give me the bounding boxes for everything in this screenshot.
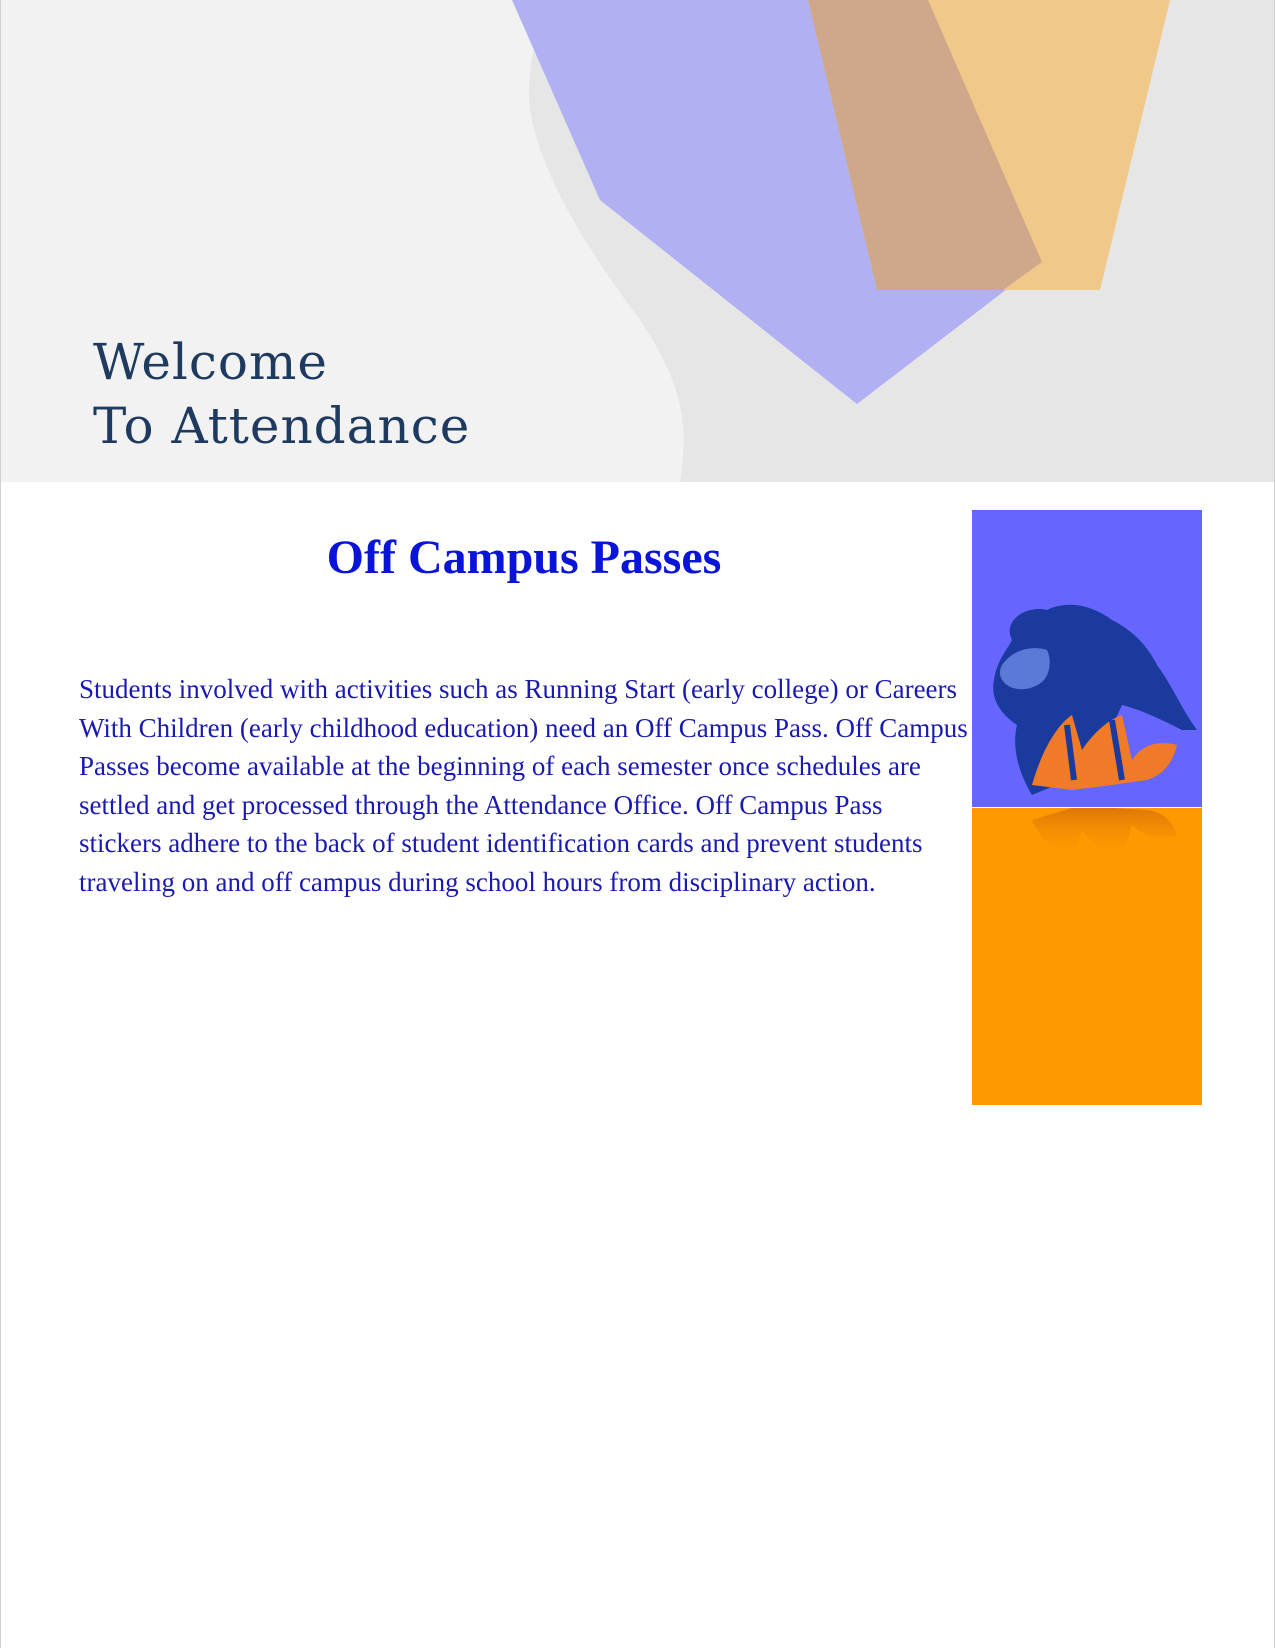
lion-mascot-logo <box>972 510 1202 1105</box>
header-banner <box>0 0 1275 482</box>
logo-reflection <box>1032 808 1177 860</box>
section-heading: Off Campus Passes <box>326 531 722 584</box>
title-line-welcome: Welcome <box>93 333 329 391</box>
section-body-text: Students involved with activities such as Running Start (early college) or Careers With Children (early childhood education) need an Off Campus Pass. Off Campus Passes become available at the beginning of each semester once schedules are settled and get processed through the Attendance Office. Off Campus Pass stickers adhere to the back of student identification cards and prevent students traveling on and off campus during school hours from disciplinary action. <box>79 674 968 897</box>
side-panel <box>972 510 1202 1105</box>
page-title <box>93 330 470 458</box>
title-line-attendance: To Attendance <box>93 397 471 455</box>
